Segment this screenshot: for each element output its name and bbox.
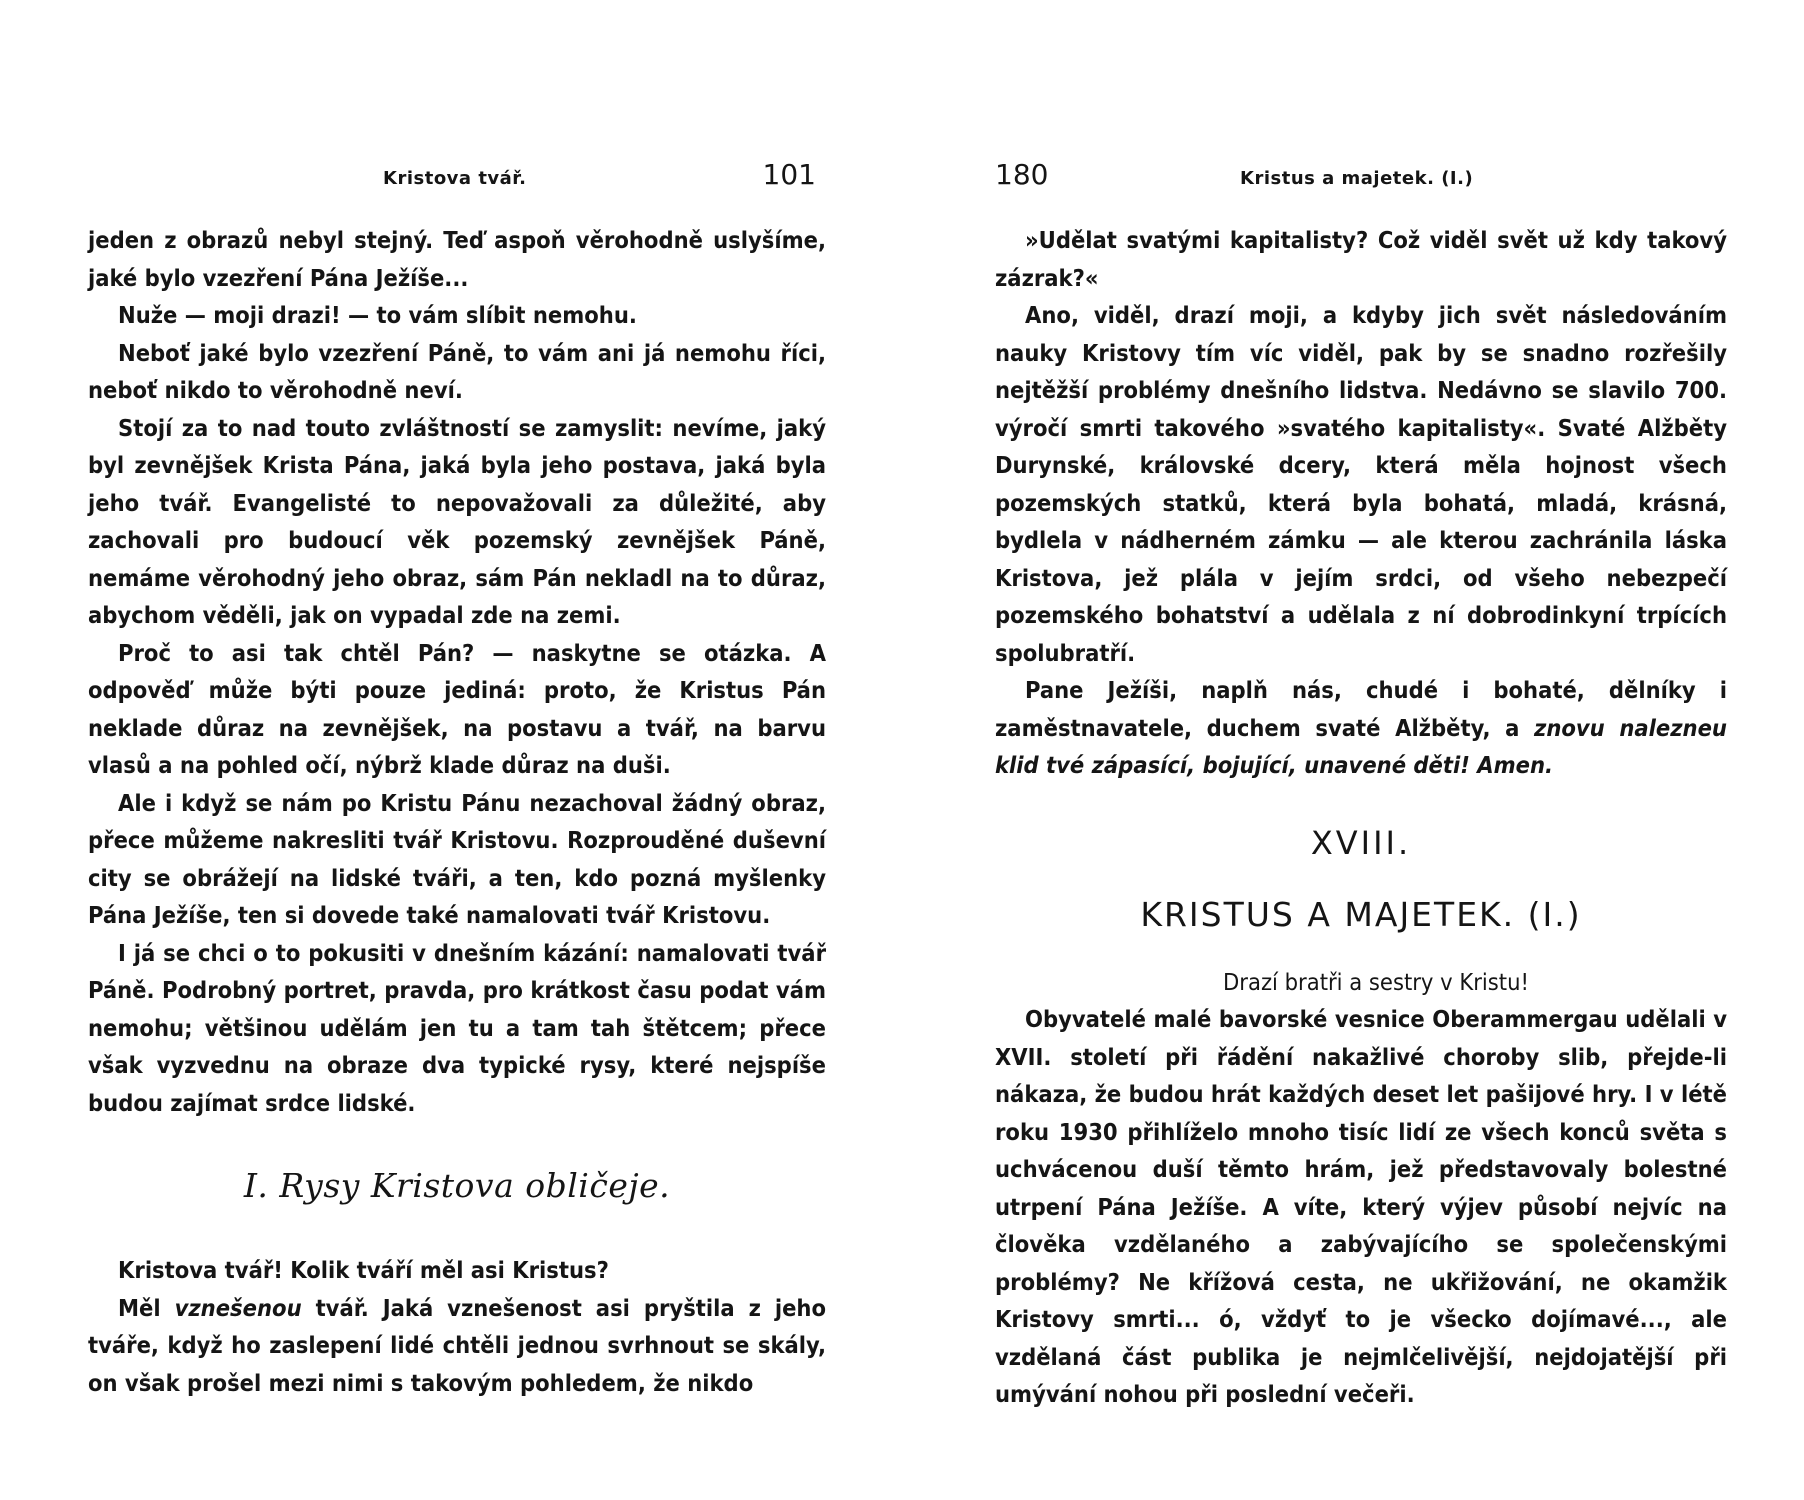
left-paragraph: Kristova tvář! Kolik tváří měl asi Kristus?: [118, 1256, 609, 1284]
right-page: [995, 0, 1727, 1500]
right-paragraph: [995, 672, 1727, 785]
left-page-number: 101: [762, 158, 816, 191]
left-page: [88, 0, 826, 1500]
section-heading: I. Rysy Kristova obličeje.: [243, 1166, 671, 1205]
left-paragraph: Ale i když se nám po Kristu Pánu nezachoval žádný obraz, přece můžeme nakresliti tvář Kristovu. Rozprouděné duševní city se obrážejí na lidské tváři, a ten, kdo pozná myšlenky Pána Ježíše, ten si dovede také namalovati tvář Kristovu.: [88, 788, 826, 929]
text-run: Pane Ježíši, naplň nás, chudé i bohaté, dělníky i zaměstnavatele, duchem svaté Alžběty, a: [995, 676, 1727, 742]
right-running-head: [995, 158, 1727, 198]
left-paragraph: Neboť jaké bylo vzezření Páně, to vám ani já nemohu říci, neboť nikdo to věrohodně neví.: [88, 338, 826, 404]
left-running-title: Kristova tvář.: [383, 168, 527, 189]
chapter-number: XVIII.: [1310, 823, 1412, 862]
left-paragraph: Nuže — moji drazi! — to vám slíbit nemohu.: [118, 301, 637, 329]
italic-emphasis: vznešenou: [174, 1293, 302, 1322]
text-run: Měl: [118, 1293, 175, 1322]
right-paragraph: »Udělat svatými kapitalisty? Což viděl svět už kdy takový zázrak?«: [995, 226, 1727, 292]
left-paragraph: jeden z obrazů nebyl stejný. Teď aspoň věrohodně uslyšíme, jaké bylo vzezření Pána Ježíše...: [88, 226, 826, 292]
left-paragraph: Proč to asi tak chtěl Pán? — naskytne se otázka. A odpověď může býti pouze jediná: proto, že Kristus Pán neklade důraz na zevnějšek, na postavu a tvář, na barvu vlasů a na pohled očí, nýbrž klade důraz na duši.: [88, 638, 826, 779]
left-body-text: [88, 222, 826, 1402]
right-paragraph: Obyvatelé malé bavorské vesnice Oberammergau udělali v XVII. století při řádění nakažlivé choroby slib, přejde-li nákaza, že budou hrát každých deset let pašijové hry. I v létě roku 1930 přihlíželo mnoho tisíc lidí ze všech konců světa s uchvácenou duší těmto hrám, jež představovaly bolestné utrpení Pána Ježíše. A víte, který výjev působí nejvíc na člověka vzdělaného a zabývajícího se společenskými problémy? Ne křížová cesta, ne ukřižování, ne okamžik Kristovy smrti... ó, vždyť to je všecko dojímavé..., ale vzdělaná část publika je nejmlčelivější, nejdojatější při umývání nohou při poslední večeři.: [995, 1005, 1727, 1408]
right-paragraph: Ano, viděl, drazí moji, a kdyby jich svět následováním nauky Kristovy tím víc viděl, pak by se snadno rozřešily nejtěžší problémy dnešního lidstva. Nedávno se slavilo 700. výročí smrti takového »svatého kapitalisty«. Svaté Alžběty Durynské, královské dcery, která měla hojnost všech pozemských statků, která byla bohatá, mladá, krásná, bydlela v nádherném zámku — ale kterou zachránila láska Kristova, jež plála v jejím srdci, od všeho nebezpečí pozemského bohatství a udělala z ní dobrodinkyní trpících spolubratří.: [995, 301, 1727, 667]
text-run: tvář. Jaká vznešenost asi pryštila z jeho tváře, když ho zaslepení lidé chtěli jednou svrhnout se skály, on však prošel mezi nimi s takovým pohledem, že nikdo: [88, 1293, 826, 1397]
salutation: Drazí bratři a sestry v Kristu!: [1223, 967, 1529, 996]
right-body-text: [995, 222, 1727, 1414]
left-running-head: [88, 158, 826, 198]
left-paragraph: Stojí za to nad touto zvláštností se zamyslit: nevíme, jaký byl zevnějšek Krista Pána, jaká byla jeho postava, jaká byla jeho tvář. Evangelisté to nepovažovali za důležité, aby zachovali pro budoucí věk pozemský zevnějšek Páně, nemáme věrohodný jeho obraz, sám Pán nekladl na to důraz, abychom věděli, jak on vypadal zde na zemi.: [88, 413, 826, 629]
right-page-number: 180: [995, 158, 1049, 191]
left-paragraph: I já se chci o to pokusiti v dnešním kázání: namalovati tvář Páně. Podrobný portret, pravda, pro krátkost času podat vám nemohu; většinou udělám jen tu a tam tah štětcem; přece však vyzvednu na obraze dva typické rysy, které nejspíše budou zajímat srdce lidské.: [88, 938, 826, 1117]
italic-emphasis: znovu nalezneu klid tvé zápasící, bojující, unavené děti! Amen.: [995, 713, 1727, 779]
chapter-title: KRISTUS A MAJETEK. (I.): [1140, 895, 1582, 934]
right-running-title: Kristus a majetek. (I.): [1240, 168, 1474, 189]
left-paragraph: [88, 1290, 826, 1403]
